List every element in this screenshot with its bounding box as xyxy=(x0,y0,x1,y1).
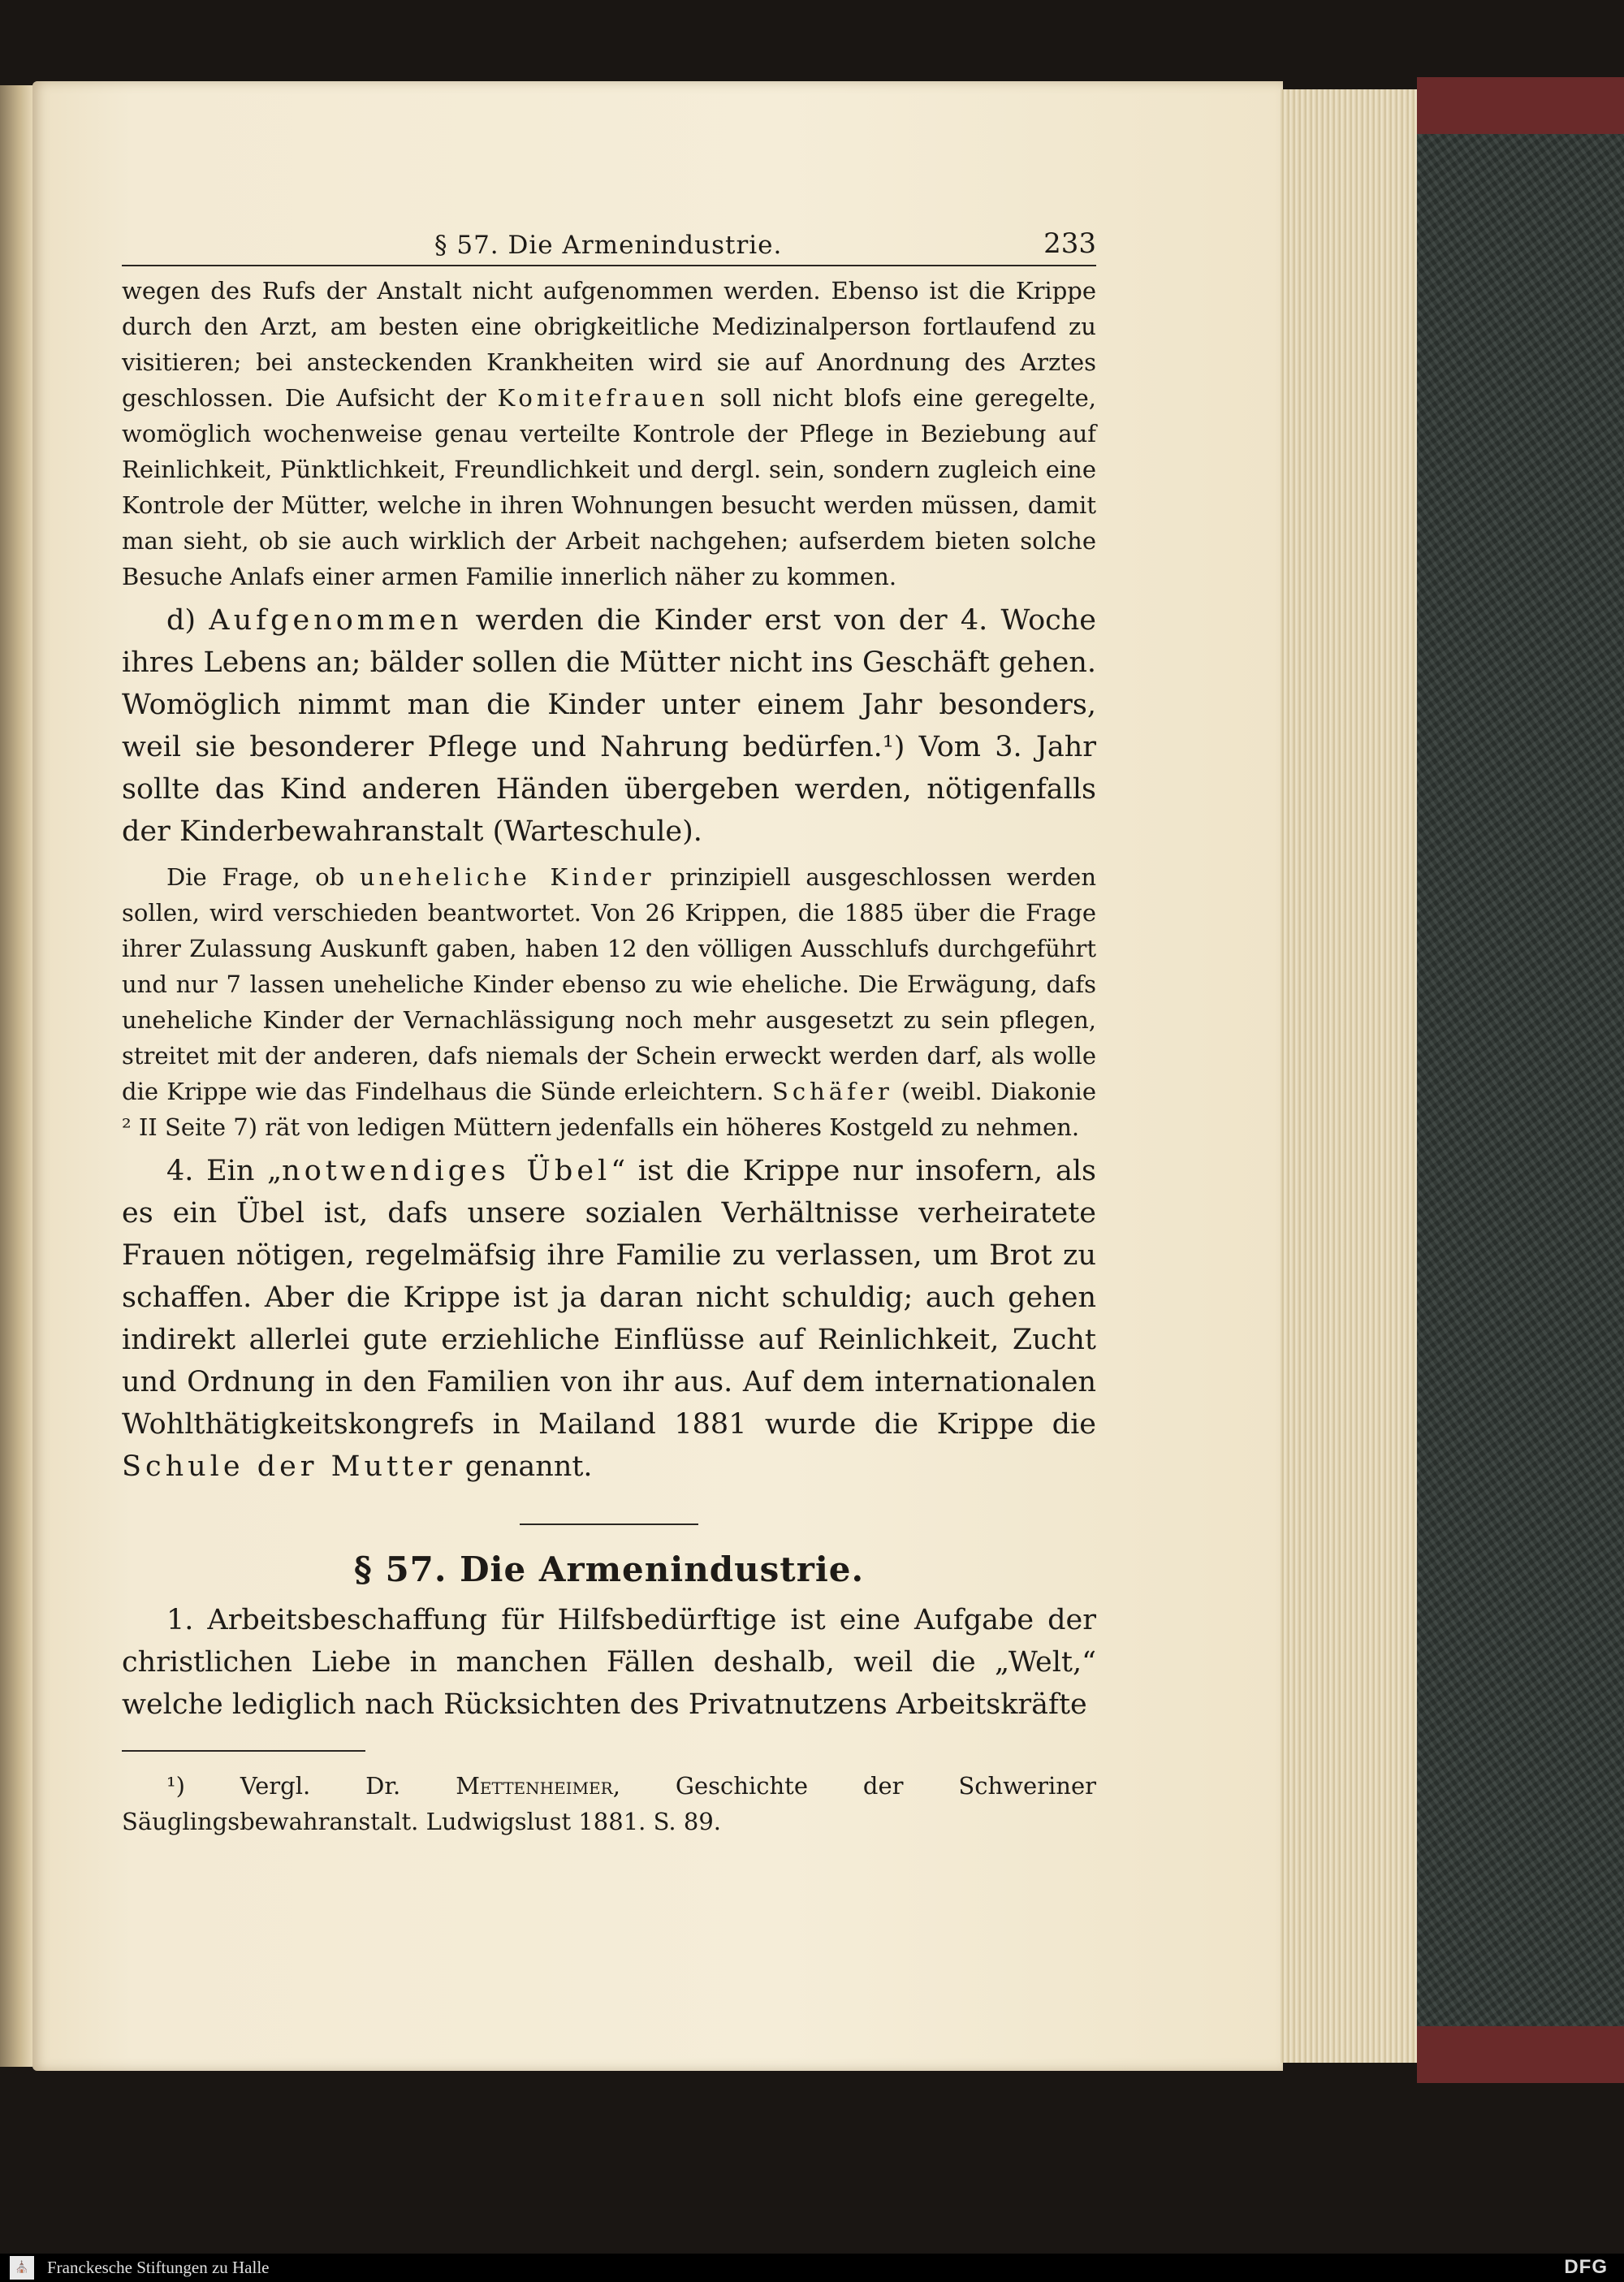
funder-logo: DFG xyxy=(1564,2256,1608,2278)
text-run: ¹) Vergl. Dr. xyxy=(166,1772,456,1800)
text-run: Die Frage, ob xyxy=(166,863,360,891)
paragraph-2 xyxy=(122,599,1096,853)
paragraph-3 xyxy=(122,859,1096,1145)
footnote-author: Mettenheimer xyxy=(456,1772,613,1800)
spaced-text: Aufgenommen xyxy=(209,604,463,637)
text-run: wegen des Rufs der Anstalt nicht aufgenommen werden. Ebenso ist die Krippe durch den Arzt, am besten eine obrigkeitliche Medizinalperson fortlaufend zu visitieren; bei ansteckenden Krankheiten wird sie auf Anordnung des Arztes geschlossen. Die Aufsicht der xyxy=(122,277,1096,412)
section-divider xyxy=(520,1523,698,1525)
footnote-rule xyxy=(122,1750,365,1752)
text-run: (weibl. Diakonie ² II Seite 7) rät von ledigen Müttern jedenfalls ein höheres Kostgeld zu nehmen. xyxy=(122,1078,1096,1141)
paragraph-1 xyxy=(122,273,1096,594)
text-run: 4. Ein „ xyxy=(166,1155,283,1187)
spaced-text: notwendiges Übel xyxy=(282,1155,611,1187)
text-run: prinzipiell ausgeschlossen werden sollen, wird verschieden beantwortet. Von 26 Krippen, die 1885 über die Frage ihrer Zulassung Auskunft gaben, haben 12 den völligen Ausschlufs durchgeführt und nur 7 lassen uneheliche Kinder ebenso zu wie eheliche. Die Erwägung, dafs uneheliche Kinder der Vernachlässigung noch mehr ausgesetzt zu sein pflegen, streitet mit der anderen, dafs niemals der Schein erweckt werden darf, als wolle die Krippe wie das Findelhaus die Sünde erleichtern. xyxy=(122,863,1096,1105)
text-run: soll nicht blofs eine geregelte, womöglich wochenweise genau verteilte Kontrole der Pflege in Beziebung auf Reinlichkeit, Pünktlichkeit, Freundlichkeit und dergl. sein, sondern zugleich eine Kontrole der Mütter, welche in ihren Wohnungen besucht werden müssen, damit man sieht, ob sie auch wirklich der Arbeit nachgehen; aufserdem bieten solche Besuche Anlafs einer armen Familie innerlich näher zu kommen. xyxy=(122,384,1097,590)
section-heading: § 57. Die Armenindustrie. xyxy=(353,1549,865,1589)
page-content xyxy=(122,219,1096,1839)
spaced-text: Schule der Mutter xyxy=(122,1450,456,1483)
footnote xyxy=(122,1768,1096,1839)
facing-page-edge xyxy=(0,85,32,2067)
paragraph-5: 1. Arbeitsbeschaffung für Hilfsbedürftige ist eine Aufgabe der christlichen Liebe in manchen Fällen deshalb, weil die „Welt,“ welche lediglich nach Rücksichten des Privatnutzens Arbeitskräfte xyxy=(122,1604,1096,1721)
paragraph-4 xyxy=(122,1150,1096,1488)
text-run: werden die Kinder erst von der 4. Woche ihres Lebens an; bälder sollen die Mütter nicht ins Geschäft gehen. Womöglich nimmt man die Kinder unter einem Jahr besonders, weil sie besonderer Pflege und Nahrung bedürfen.¹) Vom 3. Jahr sollte das Kind anderen Händen übergeben werden, nötigenfalls der Kinderbewahranstalt (Warteschule). xyxy=(122,604,1097,848)
cover-corner-bottom xyxy=(1417,2026,1624,2083)
running-title: § 57. Die Armenindustrie. xyxy=(434,231,783,260)
spaced-text: uneheliche Kinder xyxy=(359,863,655,891)
text-run: genannt. xyxy=(456,1450,593,1483)
spaced-text: Komitefrauen xyxy=(497,384,709,412)
text-run: , Geschichte der Schweriner Säuglingsbewahranstalt. Ludwigslust 1881. S. 89. xyxy=(122,1772,1097,1835)
footer-bar xyxy=(0,2254,1624,2282)
institution-logo-icon: ⛪ xyxy=(10,2256,34,2280)
book-cover xyxy=(1417,77,1624,2083)
spaced-text: Schäfer xyxy=(772,1078,893,1105)
page-stack-edges xyxy=(1279,89,1417,2063)
institution-name: Franckesche Stiftungen zu Halle xyxy=(47,2258,270,2277)
cover-corner-top xyxy=(1417,77,1624,134)
text-run: “ ist die Krippe nur insofern, als es ein Übel ist, dafs unsere sozialen Verhältnisse verheiratete Frauen nötigen, regelmäfsig ihre Familie zu verlassen, um Brot zu schaffen. Aber die Krippe ist ja daran nicht schuldig; auch gehen indirekt allerlei gute erziehliche Einflüsse auf Reinlichkeit, Zucht und Ordnung in den Familien von ihr aus. Auf dem internationalen Wohlthätigkeitskongrefs in Mailand 1881 wurde die Krippe die xyxy=(122,1155,1096,1441)
running-header xyxy=(122,219,1096,266)
page-number: 233 xyxy=(1043,227,1096,260)
text-run: d) xyxy=(166,604,209,637)
